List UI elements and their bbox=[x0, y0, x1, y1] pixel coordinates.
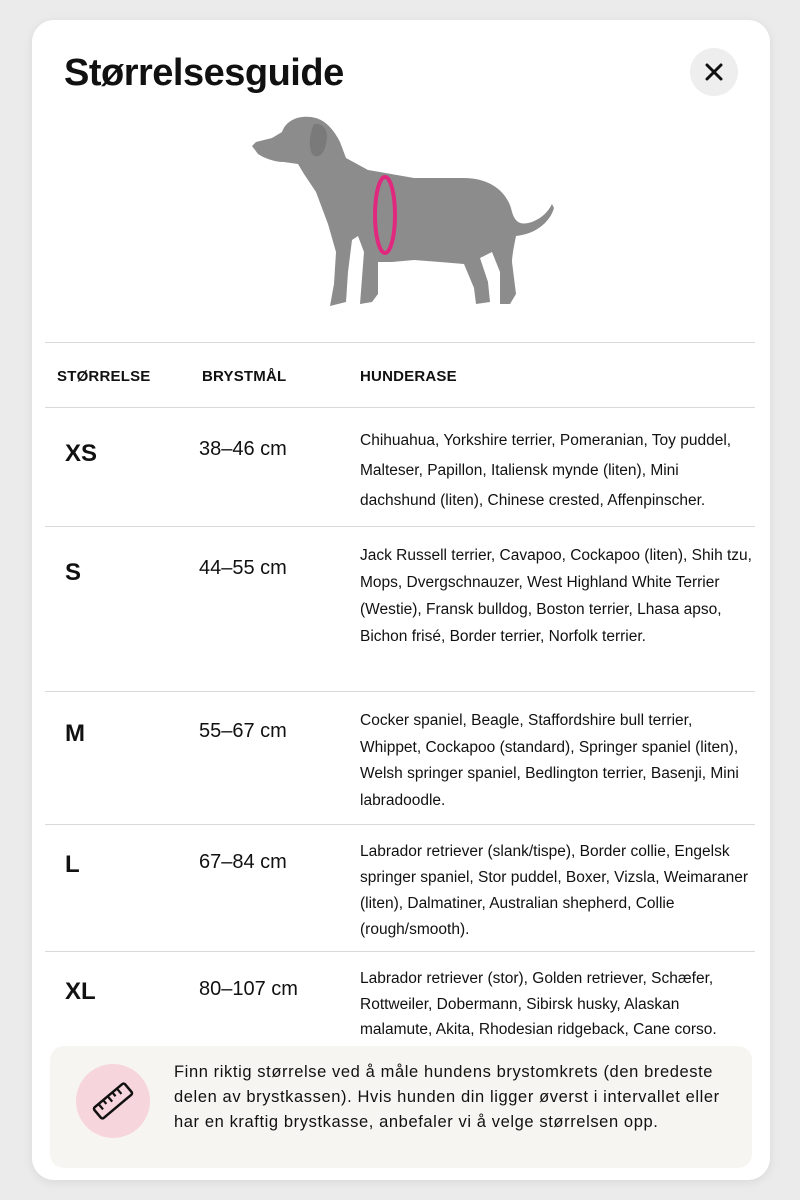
size-label: XL bbox=[65, 978, 96, 1005]
close-icon bbox=[705, 63, 723, 81]
breed-list: Cocker spaniel, Beagle, Staffordshire bull terrier, Whippet, Cockapoo (standard), Springer spaniel (liten), Welsh springer spaniel, Bedlington terrier, Basenji, Mini labradoodle. bbox=[360, 712, 739, 809]
header-chest: BRYSTMÅL bbox=[202, 368, 287, 385]
size-guide-modal bbox=[32, 20, 770, 1180]
close-button[interactable] bbox=[690, 48, 738, 96]
dog-illustration bbox=[244, 112, 554, 318]
breed-list: Jack Russell terrier, Cavapoo, Cockapoo (liten), Shih tzu, Mops, Dvergschnauzer, West Highland White Terrier (Westie), Fransk bulldog, Boston terrier, Lhasa apso, Bichon frisé, Border terrier, Norfolk terrier. bbox=[360, 547, 752, 645]
table-row bbox=[45, 408, 755, 527]
size-label: L bbox=[65, 851, 80, 878]
chest-range: 55–67 cm bbox=[199, 720, 287, 742]
header-breed: HUNDERASE bbox=[360, 368, 457, 385]
size-table bbox=[45, 342, 755, 1048]
table-row bbox=[45, 527, 755, 692]
size-label: XS bbox=[65, 440, 98, 467]
chest-range: 67–84 cm bbox=[199, 851, 287, 873]
table-header bbox=[45, 342, 755, 408]
ruler-icon-badge bbox=[76, 1064, 150, 1138]
table-row bbox=[45, 952, 755, 1048]
table-row bbox=[45, 692, 755, 825]
chest-range: 80–107 cm bbox=[199, 978, 298, 1000]
tip-text: Finn riktig størrelse ved å måle hundens brystomkrets (den bredeste delen av brystkassen). Hvis hunden din ligger øverst i intervallet eller har en kraftig brystkasse, anbefaler vi å velge størrelsen opp. bbox=[174, 1063, 720, 1131]
breed-list: Labrador retriever (slank/tispe), Border collie, Engelsk springer spaniel, Stor puddel, Boxer, Vizsla, Weimaraner (liten), Dalmatiner, Australian shepherd, Collie (rough/smooth). bbox=[360, 843, 748, 938]
size-label: M bbox=[65, 720, 85, 747]
breed-list: Labrador retriever (stor), Golden retriever, Schæfer, Rottweiler, Dobermann, Sibirsk husky, Alaskan malamute, Akita, Rhodesian ridgeback, Cane corso. bbox=[360, 970, 717, 1038]
header-size: STØRRELSE bbox=[57, 368, 151, 385]
breed-list: Chihuahua, Yorkshire terrier, Pomeranian, Toy puddel, Malteser, Papillon, Italiensk mynde (liten), Mini dachshund (liten), Chinese crested, Affenpinscher. bbox=[360, 432, 732, 509]
chest-range: 38–46 cm bbox=[199, 438, 287, 460]
modal-title: Størrelsesguide bbox=[64, 52, 344, 94]
measuring-tip bbox=[50, 1046, 752, 1168]
table-row bbox=[45, 825, 755, 952]
chest-range: 44–55 cm bbox=[199, 557, 287, 579]
size-label: S bbox=[65, 559, 82, 586]
ruler-icon bbox=[90, 1078, 136, 1124]
